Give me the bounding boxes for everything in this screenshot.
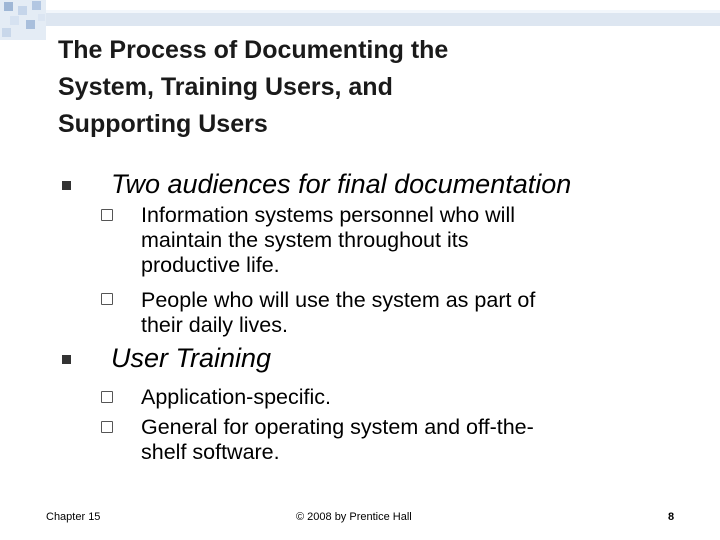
sub-bullet-daily-users [141, 288, 681, 338]
bullet-heading-user-training: User Training [111, 343, 272, 373]
sub-bullet-line: People who will use the system as part of [141, 288, 536, 312]
hollow-square-bullet-icon [101, 293, 113, 305]
sub-bullet-line: General for operating system and off-the- [141, 415, 534, 439]
sub-bullet-line: shelf software. [141, 440, 280, 464]
sub-bullet-line: their daily lives. [141, 313, 288, 337]
hollow-square-bullet-icon [101, 209, 113, 221]
sub-bullet-line: Information systems personnel who will [141, 203, 516, 227]
slide-title [58, 32, 578, 143]
title-line: System, Training Users, and [58, 73, 393, 101]
sub-bullet-is-personnel [141, 203, 681, 278]
square-bullet-icon [62, 181, 71, 190]
sub-bullet-line: productive life. [141, 253, 280, 277]
footer-copyright: © 2008 by Prentice Hall [296, 511, 412, 523]
sub-bullet-line: Application-specific. [141, 385, 332, 409]
hollow-square-bullet-icon [101, 421, 113, 433]
sub-bullet-general-software [141, 415, 681, 465]
sub-bullet-line: maintain the system throughout its [141, 228, 469, 252]
square-bullet-icon [62, 355, 71, 364]
footer-chapter: Chapter 15 [46, 511, 101, 523]
bullet-heading-audiences: Two audiences for final documentation [111, 169, 572, 199]
hollow-square-bullet-icon [101, 391, 113, 403]
title-line: Supporting Users [58, 110, 268, 138]
sub-bullet-application-specific [141, 385, 681, 410]
page-number: 8 [668, 511, 675, 523]
title-line: The Process of Documenting the [58, 36, 449, 64]
